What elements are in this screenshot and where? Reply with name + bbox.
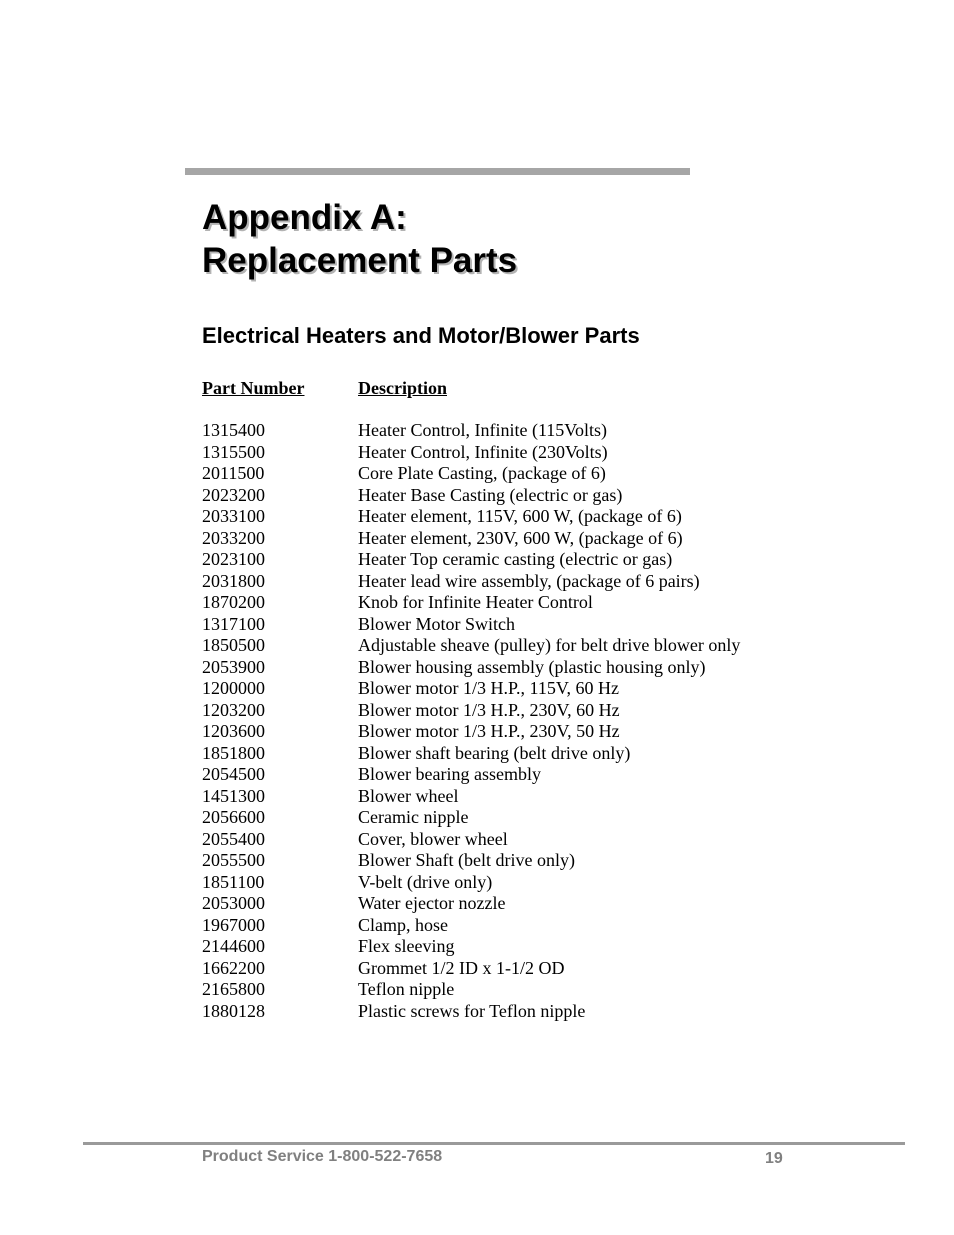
table-row: [202, 528, 740, 550]
part-number-cell: 2144600: [202, 936, 265, 956]
part-number-cell: 1315400: [202, 420, 265, 440]
part-number-cell: 1315500: [202, 441, 265, 462]
part-number-cell: 2055400: [202, 828, 265, 849]
part-number-cell: 1451300: [202, 785, 265, 806]
part-number-cell: 1203600: [202, 721, 265, 741]
table-row: [202, 549, 740, 571]
table-row: [202, 743, 740, 765]
table-row: [202, 764, 740, 786]
description-cell: Grommet 1/2 ID x 1-1/2 OD: [358, 957, 565, 978]
table-row: [202, 442, 740, 464]
part-number-cell: 1851100: [202, 871, 265, 892]
table-row: [202, 657, 740, 679]
table-row: [202, 635, 740, 657]
table-row: [202, 807, 740, 829]
table-row: [202, 592, 740, 614]
part-number-cell: 2056600: [202, 807, 265, 827]
footer-rule: [83, 1142, 905, 1145]
description-cell: Teflon nipple: [358, 979, 455, 999]
part-number-cell: 1870200: [202, 592, 265, 612]
table-row: [202, 485, 740, 507]
chapter-title-line1: Appendix A:: [202, 198, 407, 237]
description-cell: Adjustable sheave (pulley) for belt drive blower only: [358, 635, 741, 655]
table-spacer: [202, 399, 740, 420]
part-number-cell: 2053900: [202, 656, 265, 677]
description-cell: Water ejector nozzle: [358, 893, 506, 913]
description-cell: Blower motor 1/3 H.P., 115V, 60 Hz: [358, 678, 619, 698]
description-cell: Heater Control, Infinite (230Volts): [358, 441, 608, 462]
table-row: [202, 571, 740, 593]
description-cell: Heater Top ceramic casting (electric or gas): [358, 549, 673, 569]
description-cell: Plastic screws for Teflon nipple: [358, 1000, 586, 1021]
part-number-cell: 2031800: [202, 570, 265, 591]
table-row: [202, 915, 740, 937]
description-cell: Flex sleeving: [358, 936, 455, 956]
description-cell: Heater element, 115V, 600 W, (package of 6): [358, 506, 682, 526]
description-cell: Blower motor 1/3 H.P., 230V, 50 Hz: [358, 721, 620, 741]
part-number-cell: 1200000: [202, 678, 265, 698]
description-cell: Blower shaft bearing (belt drive only): [358, 742, 631, 763]
table-row: [202, 850, 740, 872]
parts-table-body: [202, 399, 740, 1022]
description-cell: Heater element, 230V, 600 W, (package of 6): [358, 527, 683, 548]
section-title: Electrical Heaters and Motor/Blower Parts: [202, 323, 640, 348]
description-cell: Heater Control, Infinite (115Volts): [358, 420, 607, 440]
part-number-cell: 2011500: [202, 463, 265, 483]
chapter-title: [202, 196, 517, 282]
description-cell: Core Plate Casting, (package of 6): [358, 463, 606, 483]
table-header-row: [202, 377, 740, 399]
header-description: Description: [358, 378, 447, 398]
description-cell: Ceramic nipple: [358, 807, 469, 827]
table-row: [202, 678, 740, 700]
description-cell: Clamp, hose: [358, 914, 448, 935]
header-rule: [185, 168, 690, 175]
description-cell: Blower wheel: [358, 785, 459, 806]
chapter-title-line2: Replacement Parts: [202, 241, 518, 280]
description-cell: Heater lead wire assembly, (package of 6 pairs): [358, 570, 700, 591]
part-number-cell: 1967000: [202, 914, 265, 935]
table-row: [202, 872, 740, 894]
description-cell: Blower bearing assembly: [358, 764, 541, 784]
description-cell: Cover, blower wheel: [358, 828, 508, 849]
description-cell: Blower housing assembly (plastic housing only): [358, 656, 706, 677]
table-row: [202, 979, 740, 1001]
part-number-cell: 1880128: [202, 1000, 265, 1021]
header-part-number: Part Number: [202, 378, 305, 398]
table-row: [202, 936, 740, 958]
description-cell: Blower Shaft (belt drive only): [358, 850, 575, 870]
part-number-cell: 2033100: [202, 506, 265, 526]
part-number-cell: 1203200: [202, 699, 265, 720]
description-cell: Blower motor 1/3 H.P., 230V, 60 Hz: [358, 699, 620, 720]
table-row: [202, 958, 740, 980]
table-row: [202, 829, 740, 851]
table-row: [202, 786, 740, 808]
table-row: [202, 721, 740, 743]
table-row: [202, 1001, 740, 1023]
description-cell: V-belt (drive only): [358, 871, 493, 892]
table-row: [202, 893, 740, 915]
part-number-cell: 1317100: [202, 613, 265, 634]
table-row: [202, 614, 740, 636]
table-row: [202, 463, 740, 485]
part-number-cell: 2033200: [202, 527, 265, 548]
part-number-cell: 1851800: [202, 742, 265, 763]
part-number-cell: 1850500: [202, 635, 265, 655]
part-number-cell: 2055500: [202, 850, 265, 870]
description-cell: Knob for Infinite Heater Control: [358, 592, 593, 612]
part-number-cell: 2054500: [202, 764, 265, 784]
description-cell: Heater Base Casting (electric or gas): [358, 484, 623, 505]
part-number-cell: 2165800: [202, 979, 265, 999]
parts-table: [202, 377, 740, 1022]
part-number-cell: 2023200: [202, 484, 265, 505]
part-number-cell: 2053000: [202, 893, 265, 913]
table-row: [202, 420, 740, 442]
table-row: [202, 506, 740, 528]
part-number-cell: 1662200: [202, 957, 265, 978]
description-cell: Blower Motor Switch: [358, 613, 515, 634]
table-row: [202, 700, 740, 722]
footer-service-text: Product Service 1-800-522-7658: [202, 1148, 443, 1165]
part-number-cell: 2023100: [202, 549, 265, 569]
page-number: 19: [765, 1150, 783, 1167]
